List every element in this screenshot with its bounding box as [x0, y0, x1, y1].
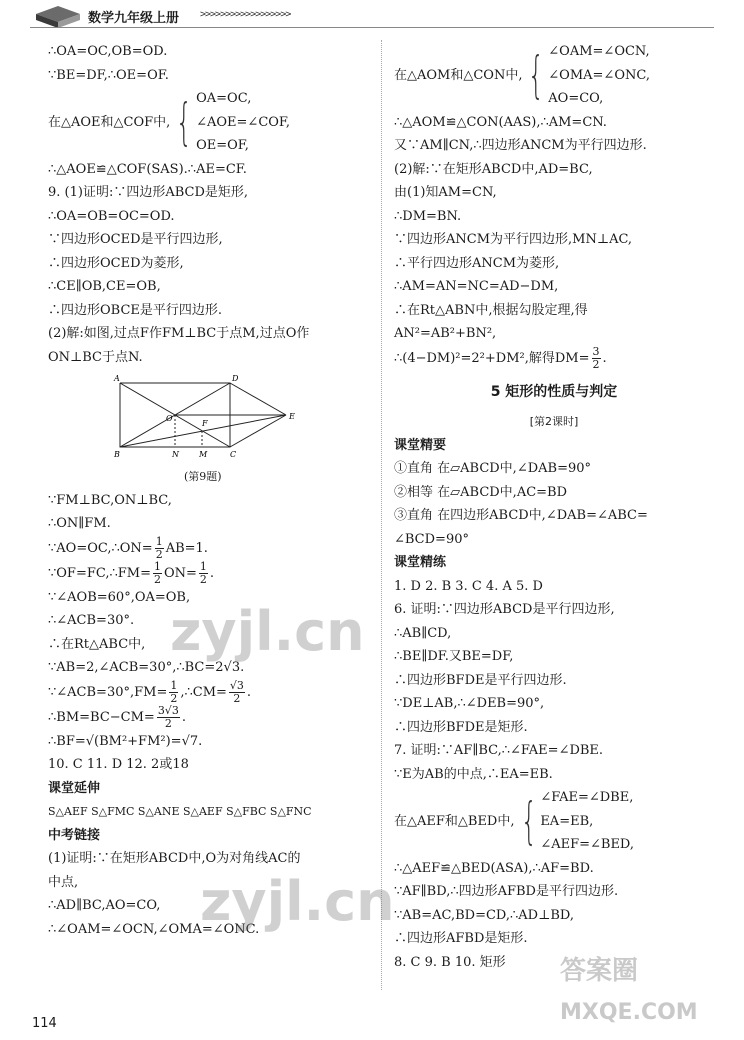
text-line: ∴∠OAM=∠OCN,∠OMA=∠ONC. — [48, 921, 260, 937]
text-line: ∴△AEF≌△BED(ASA),∴AF=BD. — [394, 860, 594, 876]
text-seg: AB=1. — [165, 540, 208, 556]
denominator: 2 — [170, 691, 178, 705]
text-line — [48, 561, 373, 586]
page-header — [0, 0, 744, 34]
label-A: A — [114, 375, 120, 383]
denominator: 2 — [155, 547, 163, 561]
system-line: OA=OC, — [196, 91, 252, 106]
fraction — [229, 680, 245, 705]
text-line: ∵AB=AC,BD=CD,∴AD⊥BD, — [394, 907, 574, 923]
text-line: ∴OA=OB=OC=OD. — [48, 208, 175, 224]
text-seg: . — [181, 709, 186, 725]
text-line: ∴AD∥BC,AO=CO, — [48, 898, 161, 913]
text-line: ∵FM⊥BC,ON⊥BC, — [48, 492, 172, 508]
geometry-figure — [108, 375, 348, 465]
header-rule — [30, 27, 714, 28]
text-line: ①直角 在▱ABCD中,∠DAB=90° — [394, 461, 592, 476]
text-seg: ∵OF=FC,∴FM= — [48, 565, 151, 581]
label-F: F — [202, 419, 208, 428]
text-line: ∴四边形OCED为菱形, — [48, 255, 184, 271]
text-line: ON⊥BC于点N. — [48, 349, 143, 365]
text-line: ∴四边形OBCE是平行四边形. — [48, 302, 223, 318]
fraction — [169, 680, 178, 705]
label-B: B — [114, 450, 120, 459]
text-line: ∵AB=2,∠ACB=30°,∴BC=2√3. — [48, 660, 245, 675]
text-line: ③直角 在四边形ABCD中,∠DAB=∠ABC= — [394, 508, 648, 523]
text-line: ∵BE=DF,∴OE=OF. — [48, 67, 169, 83]
text-line — [48, 536, 373, 561]
text-line: ∠BCD=90° — [394, 531, 469, 547]
text-line: 10. C 11. D 12. 2或18 — [48, 757, 189, 772]
text-line: 又∵AM∥CN,∴四边形ANCM为平行四边形. — [394, 138, 647, 153]
text-line: ∴在Rt△ABC中, — [48, 636, 146, 652]
section-heading: 中考链接 — [48, 827, 101, 843]
numerator: 1 — [199, 559, 207, 573]
right-column — [394, 40, 714, 974]
system-line: ∠FAE=∠DBE, — [540, 790, 634, 805]
section-heading: 课堂延伸 — [48, 780, 101, 796]
label-D: D — [232, 375, 239, 383]
system-line: ∠OAM=∠OCN, — [548, 44, 650, 59]
fraction — [592, 346, 601, 371]
numerator: √3 — [229, 678, 244, 692]
header-arrows: >>>>>>>>>>>>>>>>>> — [200, 9, 291, 20]
text-line: ∴四边形BFDE是矩形. — [394, 719, 528, 735]
fraction — [155, 536, 164, 561]
text-seg: ∵∠ACB=30°,FM= — [48, 684, 168, 700]
system-prefix: 在△AOE和△COF中, — [48, 114, 171, 130]
text-line: (1)证明:∵在矩形ABCD中,O为对角线AC的 — [48, 851, 301, 866]
brace: { — [520, 792, 537, 851]
text-line: 9. (1)证明:∵四边形ABCD是矩形, — [48, 185, 249, 200]
denominator: 2 — [164, 716, 172, 730]
text-line: ∴∠ACB=30°. — [48, 613, 135, 628]
fraction — [153, 561, 162, 586]
left-column — [48, 40, 373, 941]
lesson-tag: [第2课时] — [529, 415, 579, 428]
watermark: 答案圈 — [560, 956, 639, 986]
label-N: N — [172, 450, 179, 459]
text-line: ∵四边形OCED是平行四边形, — [48, 232, 223, 247]
text-seg: ∴(4−DM)²=2²+DM²,解得DM= — [394, 350, 590, 366]
text-seg: ,∴CM= — [180, 684, 227, 700]
equation-system — [48, 87, 373, 158]
text-line: ∵E为AB的中点,∴EA=EB. — [394, 766, 553, 782]
brace: { — [528, 46, 545, 105]
numerator: 1 — [153, 559, 161, 573]
text-line: ∴BF=√(BM²+FM²)=√7. — [48, 733, 203, 749]
label-O: O — [166, 414, 173, 423]
text-line: ∴四边形BFDE是平行四边形. — [394, 672, 567, 688]
section-heading: 课堂精练 — [394, 555, 447, 570]
text-line: ∵四边形ANCM为平行四边形,MN⊥AC, — [394, 232, 633, 247]
page-number: 114 — [32, 1016, 57, 1031]
text-line: 6. 证明:∵四边形ABCD是平行四边形, — [394, 602, 615, 617]
book-icon — [34, 2, 82, 30]
watermark: zyjl.cn — [170, 600, 365, 663]
label-M: M — [199, 450, 208, 459]
text-line: ∴△AOM≌△CON(AAS),∴AM=CN. — [394, 114, 607, 130]
brace: { — [176, 93, 193, 152]
label-C: C — [230, 450, 237, 459]
text-line: ∴AM=AN=NC=AD−DM, — [394, 279, 559, 294]
text-line: 由(1)知AM=CN, — [394, 185, 497, 200]
text-line — [48, 705, 373, 730]
header-title: 数学九年级上册 — [88, 11, 180, 26]
figure-caption: (第9题) — [184, 470, 222, 483]
text-seg: ON= — [163, 565, 197, 581]
text-line: ∴四边形AFBD是矩形. — [394, 931, 528, 946]
equation-system — [394, 786, 714, 857]
system-line: AO=CO, — [548, 91, 604, 106]
equation-system — [394, 40, 714, 111]
text-line: ∵AF∥BD,∴四边形AFBD是平行四边形. — [394, 884, 619, 899]
text-line: S△AEF S△FMC S△ANE S△AEF S△FBC S△FNC — [48, 805, 312, 818]
text-line: 8. C 9. B 10. 矩形 — [394, 954, 506, 970]
text-seg: ∵AO=OC,∴ON= — [48, 540, 153, 556]
text-line: ∴△AOE≌△COF(SAS).∴AE=CF. — [48, 161, 247, 177]
text-line: 7. 证明:∵AF∥BC,∴∠FAE=∠DBE. — [394, 743, 604, 758]
text-seg: . — [602, 350, 607, 366]
text-seg: . — [209, 565, 215, 581]
system-prefix: 在△AEF和△BED中, — [394, 813, 515, 829]
numerator: 1 — [155, 534, 163, 548]
text-line — [48, 680, 373, 705]
text-line: 1. D 2. B 3. C 4. A 5. D — [394, 578, 543, 594]
section-title: 5 矩形的性质与判定 — [490, 383, 618, 400]
text-line: ②相等 在▱ABCD中,AC=BD — [394, 484, 568, 500]
system-line: OE=OF, — [196, 138, 249, 153]
fraction — [157, 705, 180, 730]
text-seg: ∴BM=BC−CM= — [48, 709, 155, 725]
denominator: 2 — [199, 572, 207, 586]
text-line: (2)解:如图,过点F作FM⊥BC于点M,过点O作 — [48, 326, 310, 341]
system-line: ∠OMA=∠ONC, — [548, 67, 650, 83]
numerator: 1 — [170, 678, 178, 692]
text-line: AN²=AB²+BN², — [394, 326, 497, 341]
text-line: 中点, — [48, 874, 79, 890]
watermark: zyjl.cn — [200, 870, 395, 933]
section-heading: 课堂精要 — [394, 437, 447, 453]
denominator: 2 — [592, 357, 600, 371]
watermark: MXQE.COM — [560, 1000, 698, 1025]
text-line: ∵∠AOB=60°,OA=OB, — [48, 589, 191, 605]
text-line: ∴OA=OC,OB=OD. — [48, 44, 168, 59]
text-line: ∴DM=BN. — [394, 208, 462, 224]
text-line: ∴AB∥CD, — [394, 625, 452, 641]
text-line: ∴BE∥DF.又BE=DF, — [394, 649, 514, 664]
denominator: 2 — [153, 572, 161, 586]
text-line: ∴在Rt△ABN中,根据勾股定理,得 — [394, 302, 588, 318]
system-line: ∠AOE=∠COF, — [196, 114, 291, 130]
text-line: ∴ON∥FM. — [48, 516, 111, 531]
fraction — [199, 561, 208, 586]
text-line: ∵DE⊥AB,∴∠DEB=90°, — [394, 696, 545, 711]
text-line: ∴平行四边形ANCM为菱形, — [394, 255, 560, 271]
system-prefix: 在△AOM和△CON中, — [394, 67, 523, 83]
numerator: 3√3 — [157, 703, 179, 717]
text-seg: . — [246, 684, 252, 700]
numerator: 3 — [592, 344, 600, 358]
system-line: EA=EB, — [540, 813, 594, 829]
denominator: 2 — [233, 691, 241, 705]
text-line — [394, 346, 714, 371]
text-line: ∴CE∥OB,CE=OB, — [48, 279, 161, 294]
text-line: (2)解:∵在矩形ABCD中,AD=BC, — [394, 161, 593, 177]
column-divider — [381, 40, 382, 990]
label-E: E — [289, 412, 295, 421]
system-line: ∠AEF=∠BED, — [540, 837, 635, 852]
